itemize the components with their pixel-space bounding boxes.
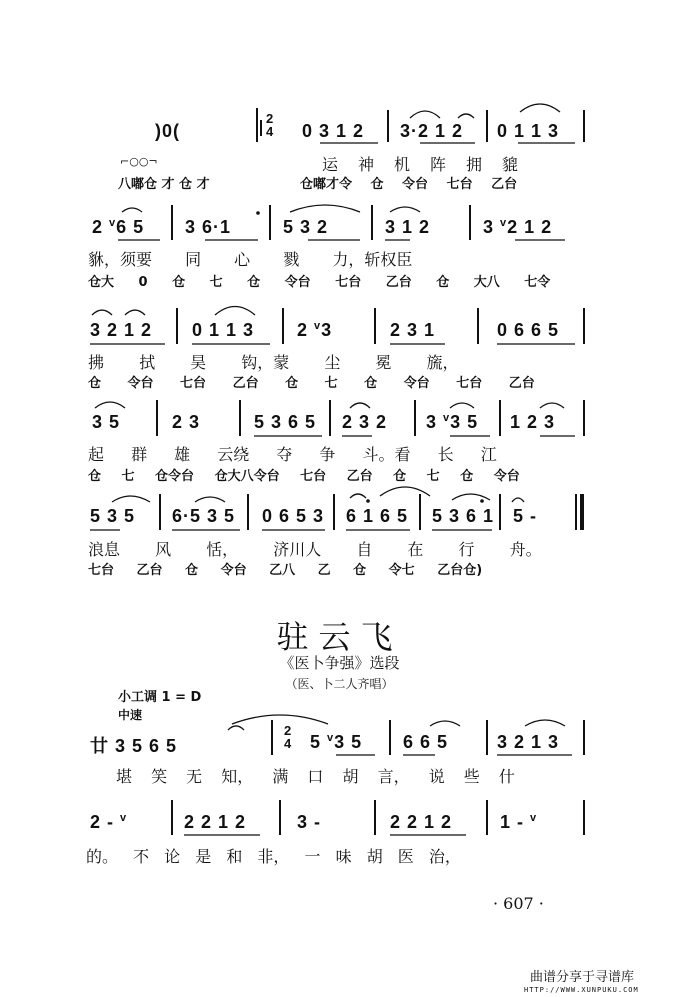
song-performers: （医、卜二人齐唱） [285,677,394,691]
notation-b1c: 6 6 5 [403,732,449,752]
song-title: 驻云飞 [276,618,403,656]
notation-row-1-m1: 0 3 1 2 [302,121,365,141]
notation-row-3d: 2 3 1 [390,320,436,340]
percussion-row-1b: 仓嘟才令 仓 令台 七台 乙台 [300,177,518,192]
notation-row-5b: 6·5 3 5 [172,506,236,526]
notation-row-3e: 0 6 6 5 [497,320,560,340]
time-signature: 2 4 [266,111,275,139]
notation-row-3c: 2 $^v$3 [297,320,333,340]
notation-b2e: 1 - $^v$ [500,812,538,832]
lyrics-b1: 堪 笑 无 知， 满 口 胡 言， 说 些 什 [116,767,515,786]
notation-row-5e: 5 3 6 1 [432,506,495,526]
lyrics-b2: 的。 不 论 是 和 非， 一 味 胡 医 治， [86,847,461,866]
notation-row-5c: 0 6 5 3 [262,506,325,526]
notation-b2d: 2 2 1 2 [390,812,453,832]
grace-marks: ⌐○○¬ [120,155,158,168]
time-signature-b: 2 4 [284,723,293,751]
notation-row-5a: 5 3 5 [90,506,136,526]
notation-row-2c: 5 3 2 [283,217,329,237]
notation-row-4c: 5 3 6 5 [254,412,317,432]
page-number: · 607 · [493,894,544,913]
notation-b1b: 5 $^v$3 5 [310,732,363,752]
percussion-row-5: 七台 乙台 仓 令台 乙八 乙 仓 令七 乙台仓) [88,563,483,578]
notation-b2b: 2 2 1 2 [184,812,247,832]
lyrics-row-3: 拂 拭 昊 钩，蒙 尘 冕 旒， [88,353,459,372]
footer-site-url: HTTP://WWW.XUNPUKU.COM [524,986,639,994]
tempo-marking: 中速 [118,708,143,722]
key-signature: 小工调 1 = D [118,690,202,705]
notation-row-3b: 0 1 1 3 [192,320,255,340]
notation-row-1-intro: )0( [155,121,180,141]
percussion-row-1a: 八嘟仓 才 仓 才 [118,177,210,192]
song-subtitle: 《医卜争强》选段 [279,654,400,672]
lyrics-row-5: 浪息 风 恬， 济川人 自 在 行 舟。 [88,540,542,559]
footer-site-name: 曲谱分享于寻谱库 [530,970,635,985]
notation-row-5f: 5 - [513,506,538,526]
notation-row-2b: 3 6·1 [185,217,232,237]
lyrics-row-1: 运神机阵拥貔 [322,155,539,174]
percussion-row-4: 仓 七 仓令台 仓大八令台 七台 乙台 仓 七 仓 令台 [88,469,520,484]
notation-row-4e: 3 $^v$3 5 [426,412,479,432]
notation-row-4a: 3 5 [92,412,121,432]
percussion-row-3: 仓 令台 七台 乙台 仓 七 仓 令台 七台 乙台 [88,376,535,391]
lyrics-row-4: 起 群 雄 云绕 夺 争 斗。看 长 江 [88,445,497,464]
notation-b2c: 3 - [297,812,322,832]
notation-row-3a: 3 2 1 2 [90,320,153,340]
notation-row-5d: 6 1 6 5 [346,506,409,526]
notation-row-2a: 2 $^v$6 5 [92,217,145,237]
notation-row-4d: 2 3 2 [342,412,388,432]
notation-row-4b: 2 3 [172,412,201,432]
notation-b1a: 廿 3 5 6 5 [90,736,178,756]
notation-row-1-m2: 3·2 1 2 [400,121,464,141]
notation-row-2e: 3 $^v$2 1 2 [483,217,553,237]
notation-row-1-m3: 0 1 1 3 [497,121,560,141]
notation-row-4f: 1 2 3 [510,412,556,432]
notation-row-2d: 3 1 2 [385,217,431,237]
lyrics-row-2: 貅，须要 同 心 戮 力，斩权臣 [88,250,413,269]
notation-b1d: 3 2 1 3 [497,732,560,752]
notation-b2a: 2 - $^v$ [90,812,128,832]
percussion-row-2: 仓大 0 仓 七 仓 令台 七台 乙台 仓 大八 七令 [88,275,551,290]
